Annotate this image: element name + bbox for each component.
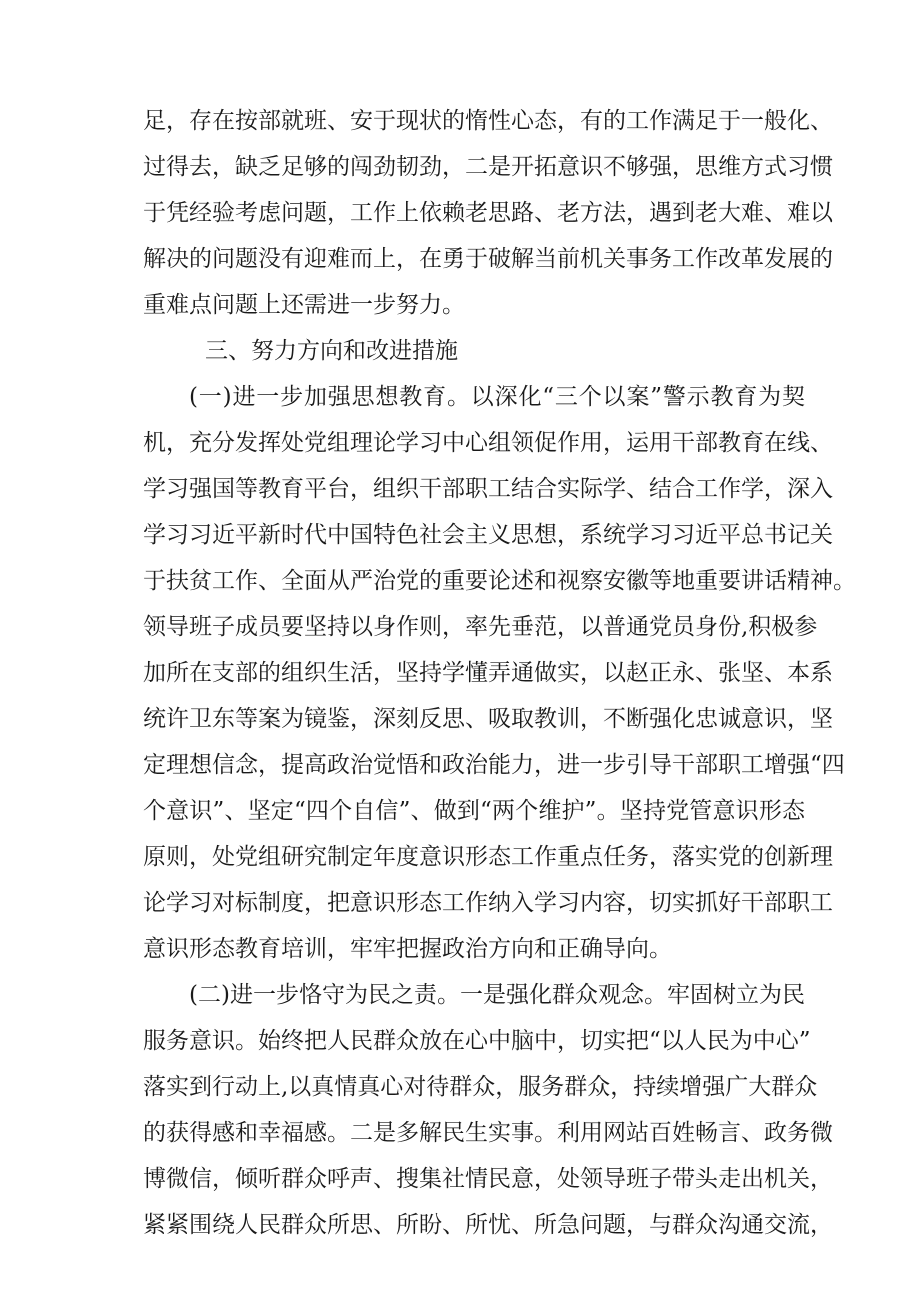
text-line: 定理想信念，提高政治觉悟和政治能力，进一步引导干部职工增强“四 [143, 752, 845, 778]
text-line: 于扶贫工作、全面从严治党的重要论述和视察安徽等地重要讲话精神。 [143, 568, 856, 594]
text-line: 过得去，缺乏足够的闯劲韧劲，二是开拓意识不够强，思维方式习惯 [143, 154, 833, 180]
text-line: 领导班子成员要坚持以身作则，率先垂范，以普通党员身份,积极参 [143, 614, 818, 640]
text-line: 解决的问题没有迎难而上，在勇于破解当前机关事务工作改革发展的 [143, 246, 833, 272]
text-line: 服务意识。始终把人民群众放在心中脑中，切实把“以人民为中心” [143, 1028, 811, 1054]
text-line: 于凭经验考虑问题，工作上依赖老思路、老方法，遇到老大难、难以 [143, 200, 833, 226]
section-heading-text: 三、努力方向和改进措施 [205, 338, 458, 364]
text-line: 个意识”、坚定“四个自信”、做到“两个维护”。坚持党管意识形态 [143, 798, 805, 824]
section-heading [143, 328, 805, 374]
text-line: 统许卫东等案为镜鉴，深刻反思、吸取教训，不断强化忠诚意识，坚 [143, 706, 833, 732]
paragraph-serve-the-people [143, 972, 833, 1248]
text-line: 的获得感和幸福感。二是多解民生实事。利用网站百姓畅言、政务微 [143, 1120, 833, 1146]
paragraph-ideological-education [143, 374, 856, 972]
text-line: (二)进一步恪守为民之责。一是强化群众观念。牢固树立为民 [189, 982, 805, 1008]
text-line: 学习习近平新时代中国特色社会主义思想，系统学习习近平总书记关 [143, 522, 833, 548]
text-line: 原则，处党组研究制定年度意识形态工作重点任务，落实党的创新理 [143, 844, 833, 870]
text-line: 学习强国等教育平台，组织干部职工结合实际学、结合工作学，深入 [143, 476, 833, 502]
text-line: 论学习对标制度，把意识形态工作纳入学习内容，切实抓好干部职工 [143, 890, 833, 916]
text-line: 落实到行动上,以真情真心对待群众，服务群众，持续增强广大群众 [143, 1074, 818, 1100]
text-line: (一)进一步加强思想教育。以深化“三个以案”警示教育为契 [189, 384, 805, 410]
paragraph-problems-continuation [143, 98, 833, 328]
text-line: 足，存在按部就班、安于现状的惰性心态，有的工作满足于一般化、 [143, 108, 833, 134]
text-line: 紧紧围绕人民群众所思、所盼、所忧、所急问题，与群众沟通交流， [143, 1212, 833, 1238]
text-line: 意识形态教育培训，牢牢把握政治方向和正确导向。 [143, 936, 672, 962]
document-body [143, 98, 856, 1248]
text-line: 博微信，倾听群众呼声、搜集社情民意，处领导班子带头走出机关， [143, 1166, 833, 1192]
text-line: 加所在支部的组织生活，坚持学懂弄通做实，以赵正永、张坚、本系 [143, 660, 833, 686]
text-line: 重难点问题上还需进一步努力。 [143, 292, 465, 318]
text-line: 机，充分发挥处党组理论学习中心组领促作用，运用干部教育在线、 [143, 430, 833, 456]
